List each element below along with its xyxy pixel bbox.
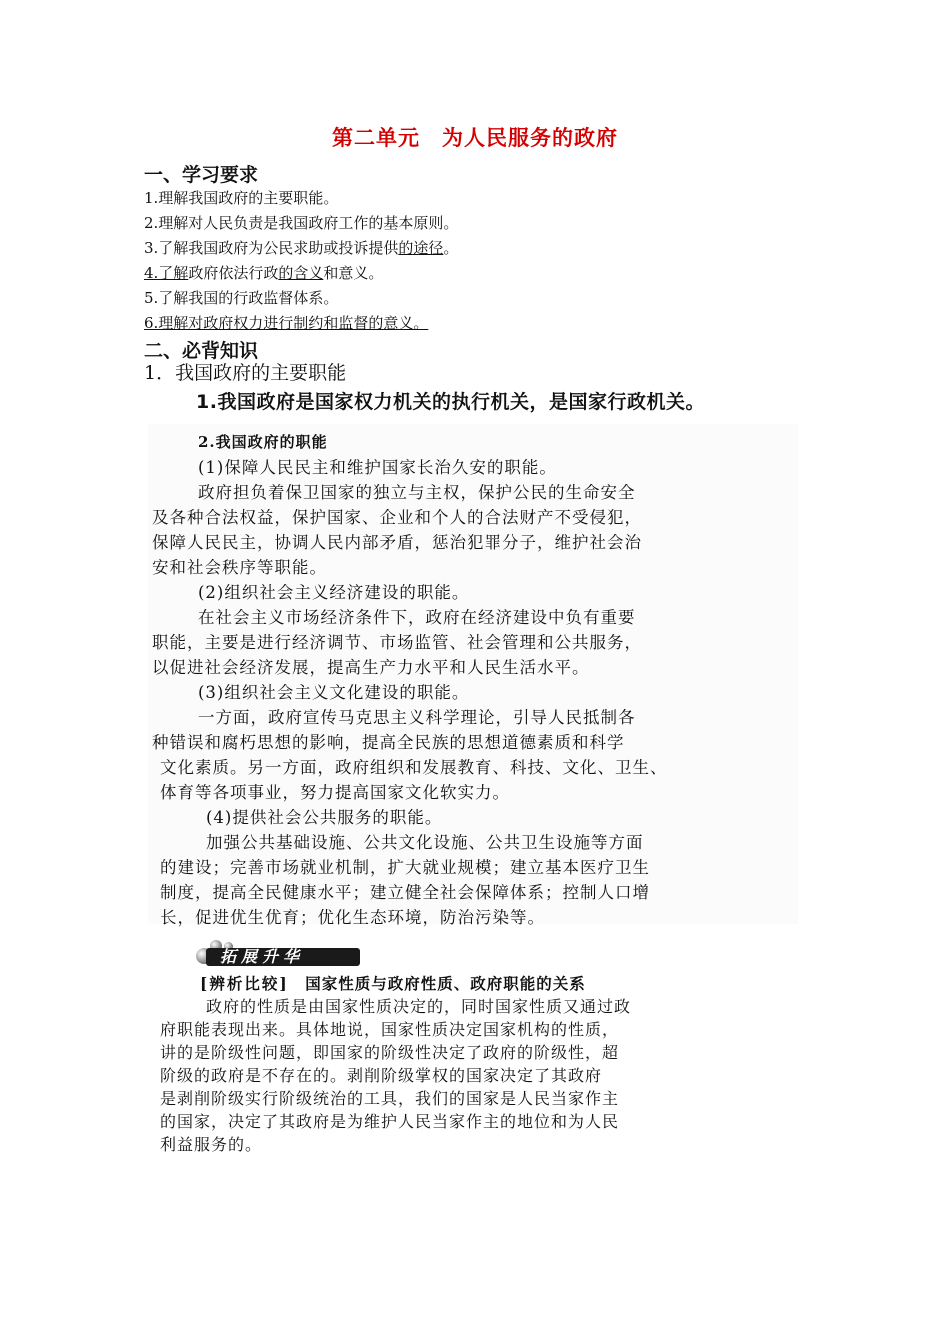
section-heading-knowledge: 二、必背知识	[144, 340, 259, 362]
extension-line: 是剥削阶级实行阶级统治的工具，我们的国家是人民当家作主	[160, 1089, 620, 1108]
scan-line: 的建设；完善市场就业机制，扩大就业规模；建立基本医疗卫生	[160, 858, 650, 877]
scan-line: (4)提供社会公共服务的职能。	[206, 808, 443, 827]
compare-subject: 国家性质与政府性质、政府职能的关系	[305, 974, 586, 993]
scan-line: 种错误和腐朽思想的影响，提高全民族的思想道德素质和科学	[152, 733, 625, 752]
section-heading-requirements: 一、学习要求	[144, 164, 259, 186]
extension-badge	[196, 940, 360, 966]
scan-line: (2)组织社会主义经济建设的职能。	[198, 583, 470, 602]
requirement-underlined: 6.理解对政府权力进行制约和监督的意义。	[144, 314, 429, 332]
subheading-functions: 1．我国政府的主要职能	[144, 362, 347, 384]
extension-line: 政府的性质是由国家性质决定的，同时国家性质又通过政	[206, 997, 632, 1016]
scan-line: 在社会主义市场经济条件下，政府在经济建设中负有重要	[198, 608, 636, 627]
requirement-item-5	[144, 288, 338, 308]
scan-line: 及各种合法权益，保护国家、企业和个人的合法财产不受侵犯，	[152, 508, 642, 527]
requirement-item-3	[144, 238, 458, 258]
page-title: 第二单元 为人民服务的政府	[332, 126, 618, 150]
requirement-underlined: 的含义	[278, 264, 324, 282]
requirement-text: 。	[443, 239, 459, 257]
scan-line: 政府担负着保卫国家的独立与主权，保护公民的生命安全	[198, 483, 636, 502]
scan-line: 保障人民民主，协调人民内部矛盾，惩治犯罪分子，维护社会治	[152, 533, 642, 552]
compare-tag: [辨析比较]	[200, 974, 289, 993]
scan-lead-line: 1.我国政府是国家权力机关的执行机关，是国家行政机关。	[196, 391, 705, 413]
requirement-text: 5.了解我国的行政监督体系。	[144, 289, 339, 307]
requirement-text: 和意义。	[323, 264, 384, 282]
requirement-item-1	[144, 188, 338, 208]
requirement-item-6	[144, 313, 428, 333]
requirement-underlined: 4.了解	[144, 264, 189, 282]
scan-line: 体育等各项事业，努力提高国家文化软实力。	[160, 783, 510, 802]
requirement-underlined: 的途径	[398, 239, 444, 257]
extension-line: 的国家，决定了其政府是为维护人民当家作主的地位和为人民	[160, 1112, 620, 1131]
scan-line: 2.我国政府的职能	[198, 433, 328, 451]
scan-line: (3)组织社会主义文化建设的职能。	[198, 683, 470, 702]
requirement-text: 1.理解我国政府的主要职能。	[144, 189, 339, 207]
requirement-text: 3.了解我国政府为公民求助或投诉提供	[144, 239, 399, 257]
badge-label: 拓展升华	[220, 947, 305, 966]
extension-line: 阶级的政府是不存在的。剥削阶级掌权的国家决定了其政府	[160, 1066, 603, 1085]
scan-line: 加强公共基础设施、公共文化设施、公共卫生设施等方面	[206, 833, 644, 852]
compare-heading	[200, 972, 586, 996]
scan-line: 以促进社会经济发展，提高生产力水平和人民生活水平。	[152, 658, 590, 677]
scan-line: 职能，主要是进行经济调节、市场监管、社会管理和公共服务，	[152, 633, 642, 652]
requirement-text: 政府依法行政	[188, 264, 279, 282]
requirement-item-4	[144, 263, 383, 283]
extension-line: 府职能表现出来。具体地说，国家性质决定国家机构的性质，	[160, 1020, 620, 1039]
extension-line: 利益服务的。	[160, 1135, 263, 1154]
requirement-text: 2.理解对人民负责是我国政府工作的基本原则。	[144, 214, 459, 232]
requirement-item-2	[144, 213, 458, 233]
scan-line: 制度，提高全民健康水平；建立健全社会保障体系；控制人口增	[160, 883, 650, 902]
scan-line: 一方面，政府宣传马克思主义科学理论，引导人民抵制各	[198, 708, 636, 727]
scan-line: 长，促进优生优育；优化生态环境，防治污染等。	[160, 908, 545, 927]
scan-line: 文化素质。另一方面，政府组织和发展教育、科技、文化、卫生、	[160, 758, 668, 777]
scan-line: (1)保障人民民主和维护国家长治久安的职能。	[198, 458, 557, 477]
extension-line: 讲的是阶级性问题，即国家的阶级性决定了政府的阶级性，超	[160, 1043, 620, 1062]
scan-line: 安和社会秩序等职能。	[152, 558, 327, 577]
